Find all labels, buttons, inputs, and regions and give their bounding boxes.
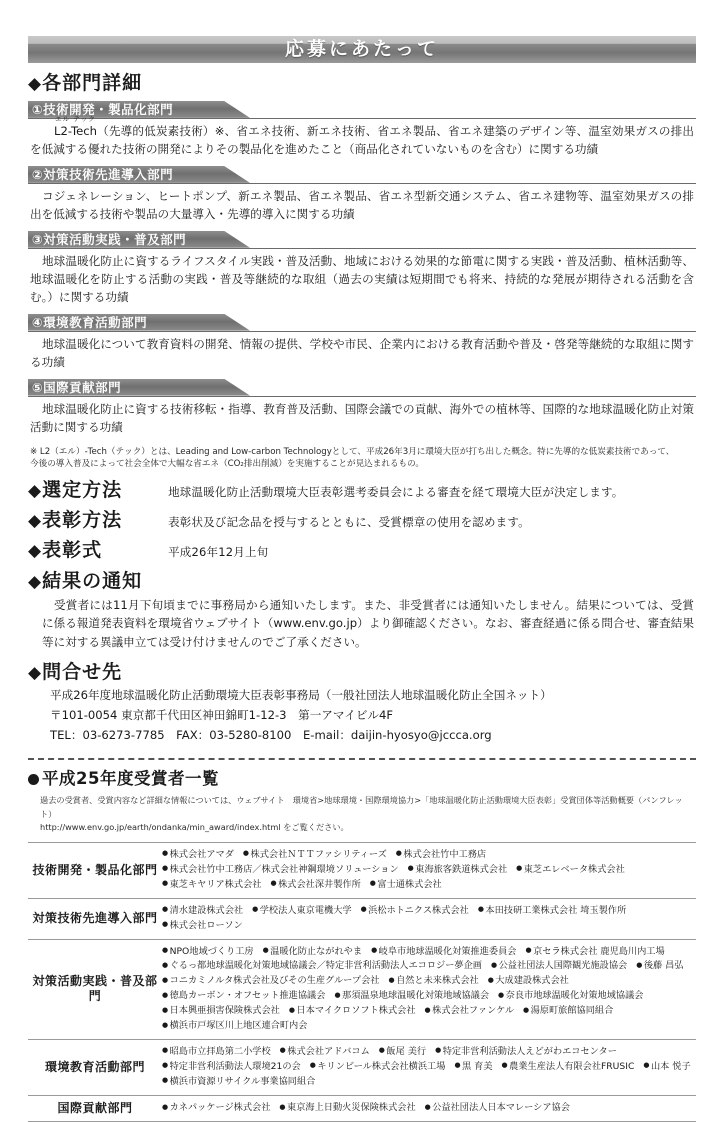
category-body-5: 地球温暖化防止に資する技術移転・指導、教育普及活動、国際会議での貢献、海外での植林等、国際的な地球温暖化防止対策活動に関する功績 bbox=[30, 401, 694, 434]
recipient-line bbox=[162, 1101, 696, 1116]
category-bar-5 bbox=[28, 379, 696, 396]
info-block-ceremony bbox=[28, 540, 696, 561]
recipient-name: ● 特定非営利活動法人環境21の会 bbox=[162, 1061, 301, 1072]
recipient-name: ● NPO地域づくり工房 bbox=[162, 946, 254, 957]
info-body: 表彰状及び記念品を授与するとともに、受賞標章の使用を認めます。 bbox=[168, 515, 530, 530]
recipient-name: ● 東京海上日動火災保険株式会社 bbox=[279, 1102, 415, 1113]
recipient-line bbox=[162, 959, 696, 974]
award-category-cell: 対策技術先進導入部門 bbox=[32, 910, 158, 925]
diamond-icon: ◆ bbox=[28, 74, 42, 94]
recipient-name: ● 黒 育美 bbox=[454, 1061, 492, 1072]
category-block-1 bbox=[28, 101, 696, 159]
recipient-name: ● 温暖化防止ながれやま bbox=[263, 946, 362, 957]
recipient-name: ● 学校法人東京電機大学 bbox=[252, 905, 351, 916]
awards-note-line-1: 過去の受賞者、受賞内容など詳細な情報については、ウェブサイト 環境省>地球環境・国際環境協力>「地球温暖化防止活動環境大臣表彰」受賞団体等活動概要（パンフレット） bbox=[40, 795, 683, 819]
recipient-name: ● コニカミノルタ株式会社及びその生産グループ会社 bbox=[162, 975, 379, 986]
info-block-selection bbox=[28, 480, 696, 501]
diamond-icon: ◆ bbox=[28, 662, 42, 683]
category-bar-label: ①技術開発・製品化部門 bbox=[32, 101, 174, 117]
result-notice-heading bbox=[28, 571, 696, 592]
result-notice-title: 結果の通知 bbox=[42, 570, 143, 592]
recipient-line bbox=[162, 919, 696, 934]
table-row bbox=[28, 939, 696, 1039]
recipient-name: ● 山本 悦子 bbox=[643, 1061, 690, 1072]
recipient-name: ● キリンビール株式会社横浜工場 bbox=[310, 1061, 446, 1072]
recipient-line bbox=[162, 974, 696, 989]
category-bar-3 bbox=[28, 231, 696, 248]
table-row bbox=[28, 1095, 696, 1122]
contact-office: 平成26年度地球温暖化防止活動環境大臣表彰事務局（一般社団法人地球温暖化防止全国ネット） bbox=[50, 688, 552, 703]
category-bar-label: ⑤国際貢献部門 bbox=[32, 379, 122, 395]
recipient-name: ● 株式会社竹中工務店／株式会社神鋼環境ソリューション bbox=[162, 864, 399, 875]
recipient-line bbox=[162, 945, 696, 960]
info-body: 平成26年12月上旬 bbox=[168, 545, 269, 560]
diamond-icon: ◆ bbox=[28, 511, 42, 532]
category-block-5 bbox=[28, 379, 696, 437]
info-title: 表彰式 bbox=[42, 539, 103, 562]
category-block-2 bbox=[28, 166, 696, 224]
page-title: 応募にあたって bbox=[284, 38, 439, 60]
recipient-line bbox=[162, 1045, 696, 1060]
recipient-name: ● 株式会社竹中工務店 bbox=[396, 849, 486, 860]
document-page bbox=[0, 36, 724, 1115]
category-body-4: 地球温暖化について教育資料の開発、情報の提供、学校や市民、企業内における教育活動や普及・啓発等継続的な取組に関する功績 bbox=[30, 336, 694, 369]
contact-details bbox=[50, 686, 694, 746]
recipient-name: ● 日本興亜損害保険株式会社 bbox=[162, 1005, 280, 1016]
footnote-line-2: 今後の導入普及によって社会全体で大幅な省エネ（CO₂排出削減）を実施することが見込まれるもの。 bbox=[30, 459, 424, 470]
recipient-line bbox=[162, 904, 696, 919]
table-row bbox=[28, 842, 696, 898]
contact-heading bbox=[28, 662, 696, 683]
contact-tel-fax-email: TEL：03-6273-7785 FAX：03-5280-8100 E-mail：daijin-hyosyo@jccca.org bbox=[50, 728, 492, 743]
recipient-name: ● 日本マイクロソフト株式会社 bbox=[289, 1005, 416, 1016]
diamond-icon: ◆ bbox=[28, 572, 42, 592]
recipient-line bbox=[162, 1075, 696, 1090]
awards-table-body bbox=[28, 842, 696, 1121]
category-bar-label: ④環境教育活動部門 bbox=[32, 314, 148, 330]
category-bar-rule bbox=[28, 331, 696, 332]
category-bar-label: ③対策活動実践・普及部門 bbox=[32, 231, 187, 247]
recipient-line bbox=[162, 989, 696, 1004]
recipient-name: ● 奈良市地球温暖化対策地域協議会 bbox=[498, 990, 643, 1001]
recipient-name: ● 大成建設株式会社 bbox=[488, 975, 569, 986]
category-body-2: コジェネレーション、ヒートポンプ、新エネ製品、省エネ製品、省エネ型新交通システム、省エネ建物等、温室効果ガスの排出を低減する技術や製品の大量導入・先導的導入に関する功績 bbox=[30, 188, 694, 221]
recipient-line bbox=[162, 1060, 696, 1075]
recipient-line bbox=[162, 1004, 696, 1019]
contact-title: 問合せ先 bbox=[42, 660, 123, 683]
recipient-name: ● 株式会社深井製作所 bbox=[270, 879, 360, 890]
category-block-4 bbox=[28, 314, 696, 372]
recipient-line bbox=[162, 1019, 696, 1034]
category-bar-label: ②対策技術先進導入部門 bbox=[32, 166, 174, 182]
award-recipients-cell bbox=[162, 1039, 696, 1095]
recipient-name: ● 公益社団法人日本マレーシア協会 bbox=[425, 1102, 570, 1113]
recipient-name: ● 浜松ホトニクス株式会社 bbox=[361, 905, 469, 916]
recipient-name: ● 昭島市立拝島第二小学校 bbox=[162, 1046, 271, 1057]
info-title: 選定方法 bbox=[42, 479, 123, 502]
category-bar-4 bbox=[28, 314, 696, 331]
result-notice-body: 受賞者には11月下旬頃までに事務局から通知いたします。また、非受賞者には通知いたしません。結果については、受賞に係る報道発表資料を環境省ウェブサイト（www.env.go.jp）より御確認ください。なお、審査経過に係る問合せ、審査結果等に対する異議申立ては受け付けませんのでご了承ください。 bbox=[42, 597, 694, 649]
awards-note bbox=[40, 794, 690, 835]
section-heading-label: 各部門詳細 bbox=[42, 72, 143, 94]
ruby-reading: エル テック bbox=[55, 114, 96, 123]
category-block-3 bbox=[28, 231, 696, 307]
recipient-name: ● 東芝キヤリア株式会社 bbox=[162, 879, 261, 890]
recipient-name: ● カネパッケージ株式会社 bbox=[162, 1102, 270, 1113]
award-recipients-cell bbox=[162, 842, 696, 898]
award-category-cell: 対策活動実践・普及部門 bbox=[32, 973, 158, 1004]
recipient-line bbox=[162, 863, 696, 878]
category-bar-1 bbox=[28, 101, 696, 118]
diamond-icon: ◆ bbox=[28, 481, 42, 502]
recipient-line bbox=[162, 878, 696, 893]
category-bar-rule bbox=[28, 248, 696, 249]
dashed-divider bbox=[28, 758, 696, 760]
awards-table bbox=[28, 842, 696, 1122]
award-recipients-cell bbox=[162, 939, 696, 1039]
awards-heading-label: 平成25年度受賞者一覧 bbox=[42, 769, 219, 789]
contact-address: 〒101-0054 東京都千代田区神田錦町1-12-3 第一アマイビル4F bbox=[50, 708, 394, 723]
diamond-icon: ◆ bbox=[28, 541, 42, 562]
category-bar-rule bbox=[28, 118, 696, 119]
awards-note-line-2: http://www.env.go.jp/earth/ondanka/min_award/index.html をご覧ください。 bbox=[40, 822, 349, 833]
table-row bbox=[28, 1039, 696, 1095]
page-banner bbox=[28, 36, 696, 63]
recipient-name: ● 横浜市戸塚区川上地区連合町内会 bbox=[162, 1020, 307, 1031]
recipient-name: ● 株式会社アドバコム bbox=[280, 1046, 370, 1057]
category-bar-2 bbox=[28, 166, 696, 183]
category-body-1 bbox=[30, 114, 694, 159]
recipient-name: ● 飯尾 美行 bbox=[379, 1046, 426, 1057]
recipient-name: ● 徳島カーボン・オフセット推進協議会 bbox=[162, 990, 325, 1001]
recipient-name: ● 東芝エレベータ株式会社 bbox=[516, 864, 625, 875]
table-row bbox=[28, 898, 696, 939]
recipient-name: ● 京セラ株式会社 鹿児島川内工場 bbox=[525, 946, 664, 957]
recipient-name: ● 湯原町旅館協同組合 bbox=[523, 1005, 613, 1016]
ruby-annotation bbox=[42, 114, 97, 141]
recipient-name: ● 富士通株式会社 bbox=[370, 879, 442, 890]
award-recipients-cell bbox=[162, 1095, 696, 1122]
recipient-line bbox=[162, 848, 696, 863]
recipient-name: ● 株式会社ローソン bbox=[162, 920, 243, 931]
bullet-circle-icon bbox=[28, 774, 39, 785]
award-category-cell: 国際貢献部門 bbox=[57, 1100, 133, 1115]
footnote bbox=[30, 446, 694, 472]
ruby-base: L2-Tech bbox=[54, 123, 97, 138]
recipient-name: ● 東海旅客鉄道株式会社 bbox=[408, 864, 507, 875]
category-bar-rule bbox=[28, 396, 696, 397]
recipient-name: ● 特定非営利活動法人えどがわエコセンター bbox=[435, 1046, 617, 1057]
recipient-name: ● 本田技研工業株式会社 埼玉製作所 bbox=[478, 905, 626, 916]
award-category-cell: 技術開発・製品化部門 bbox=[32, 862, 158, 877]
section-heading-details bbox=[28, 73, 696, 94]
recipient-name: ● 岐阜市地球温暖化対策推進委員会 bbox=[371, 946, 516, 957]
award-recipients-cell bbox=[162, 898, 696, 939]
info-block-award-method bbox=[28, 510, 696, 531]
info-title: 表彰方法 bbox=[42, 509, 123, 532]
recipient-name: ● 公益社団法人国際観光施設協会 bbox=[491, 960, 627, 971]
recipient-name: ● 株式会社アマダ bbox=[162, 849, 234, 860]
recipient-name: ● 自然と未来株式会社 bbox=[388, 975, 478, 986]
award-category-cell: 環境教育活動部門 bbox=[44, 1059, 145, 1074]
recipient-name: ● 農業生産法人有限会社FRUSIC bbox=[502, 1061, 635, 1072]
recipient-name: ● 横浜市資源リサイクル事業協同組合 bbox=[162, 1076, 315, 1087]
category-bar-rule bbox=[28, 183, 696, 184]
awards-heading bbox=[28, 770, 696, 788]
category-body-3: 地球温暖化防止に資するライフスタイル実践・普及活動、地域における効果的な節電に関する実践・普及活動、植林活動等、地球温暖化を防止する活動の実践・普及等継続的な取組（過去の実績は短期間でも将来、持続的な発展が期待される活動を含む。）に関する功績 bbox=[30, 253, 694, 304]
info-body: 地球温暖化防止活動環境大臣表彰選考委員会による審査を経て環境大臣が決定します。 bbox=[168, 485, 624, 500]
footnote-line-1: ※ L2（エル）-Tech（テック）とは、Leading and Low-carbon Technologyとして、平成26年3月に環境大臣が打ち出した概念。特に先導的な低炭素技術であって、 bbox=[30, 446, 675, 457]
category-body-text: （先導的低炭素技術）※、省エネ技術、新エネ技術、省エネ製品、省エネ建築のデザイン等、温室効果ガスの排出を低減する優れた技術の開発によりその製品化を進めたこと（商品化されていないものを含む）に関する功績 bbox=[30, 123, 694, 156]
recipient-name: ● 株式会社ＮＴＴファシリティーズ bbox=[243, 849, 387, 860]
recipient-name: ● 後藤 昌弘 bbox=[636, 960, 683, 971]
recipient-name: ● 株式会社ファンケル bbox=[425, 1005, 514, 1016]
recipient-name: ● 那須温泉地球温暖化対策地域協議会 bbox=[334, 990, 489, 1001]
recipient-name: ● 清水建設株式会社 bbox=[162, 905, 243, 916]
recipient-name: ● ぐるっ都地球温暖化対策地域協議会／特定非営利活動法人エコロジー夢企画 bbox=[162, 960, 482, 971]
